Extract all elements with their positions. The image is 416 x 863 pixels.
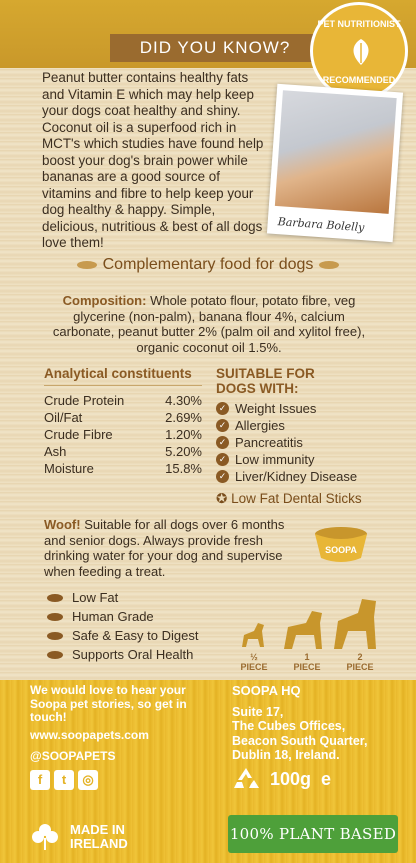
check-icon: ✓: [216, 402, 229, 415]
plant-based-text: 100% PLANT BASED: [229, 825, 397, 843]
benefit-item: [46, 645, 246, 664]
suitable-for: [216, 366, 376, 507]
piece-label: PIECE: [240, 662, 268, 672]
small-dog-icon: [242, 623, 264, 647]
facebook-icon[interactable]: f: [30, 770, 50, 790]
website-link[interactable]: www.soopapets.com: [30, 727, 149, 742]
photo-image: [275, 90, 397, 214]
plant-based-badge: [228, 815, 398, 853]
weight-value: 100g: [270, 768, 312, 789]
hq-address: [232, 684, 402, 763]
address-line: Suite 17,: [232, 704, 284, 719]
piece-amount: 1: [304, 652, 310, 662]
benefit-item: [46, 588, 246, 607]
piece-amount: 2: [357, 652, 363, 662]
contact-info: [30, 684, 210, 790]
twitter-icon[interactable]: t: [54, 770, 74, 790]
sprig-right-icon: [318, 260, 340, 270]
dental-text: Low Fat Dental Sticks: [231, 491, 362, 506]
badge-bottom-text: RECOMMENDED: [322, 75, 396, 85]
made-line1: MADE IN: [70, 822, 125, 837]
contact-text: We would love to hear your Soopa pet stories, so get in touch!: [30, 683, 187, 724]
suitable-item-label: Liver/Kidney Disease: [235, 469, 358, 484]
woof-label: Woof!: [44, 517, 81, 532]
sprig-left-icon: [76, 260, 98, 270]
estimate-mark: e: [321, 768, 332, 789]
woof-text: Suitable for all dogs over 6 months and senior dogs. Always provide fresh drinking water for your dog and supervise when feeding a treat.: [44, 517, 285, 579]
recycle-icon: [232, 766, 260, 792]
benefit-label: Safe & Easy to Digest: [72, 628, 199, 643]
leaf-icon: [46, 612, 64, 622]
instagram-icon[interactable]: ◎: [78, 770, 98, 790]
analytical-row: [44, 392, 202, 409]
suitable-item-label: Allergies: [235, 418, 285, 433]
piece-one: [287, 652, 327, 672]
analytical-row: [44, 443, 202, 460]
benefits-list: [46, 588, 246, 664]
dog-sizes-icon: [234, 595, 380, 651]
did-you-know-banner: [110, 34, 320, 62]
benefit-item: [46, 607, 246, 626]
social-handle[interactable]: @SOOPAPETS: [30, 749, 116, 763]
row-value: 4.30%: [165, 393, 202, 408]
shamrock-icon: [30, 822, 60, 852]
address-line: Beacon South Quarter,: [232, 733, 368, 748]
row-value: 1.20%: [165, 427, 202, 442]
leaf-icon: [46, 593, 64, 603]
piece-label: PIECE: [293, 662, 321, 672]
intro-paragraph: Peanut butter contains healthy fats and Vitamin E which may help keep your dogs coat healthy and shiny. Coconut oil is a superfood rich in MCT's which studies have found help boost your dog's brain power while bananas are a good source of vitamins and fibre to help keep your dog healthy & happy. Simple, delicious, nutritious & best of all dogs love them!: [42, 70, 264, 250]
composition-text: Whole potato flour, potato fibre, veg glycerine (non-palm), banana flour 4%, calcium carbonate, peanut butter 2% (palm oil and xylitol free), organic coconut oil 1.5%.: [52, 293, 366, 355]
check-icon: ✓: [216, 419, 229, 432]
check-icon: ✓: [216, 436, 229, 449]
complementary-text: Complementary food for dogs: [102, 256, 314, 273]
row-name: Crude Fibre: [44, 427, 113, 442]
analytical-constituents: [44, 366, 202, 477]
composition-label: Composition:: [62, 293, 147, 308]
address-line: Dublin 18, Ireland.: [232, 748, 340, 762]
analytical-row: [44, 426, 202, 443]
serving-pieces: [234, 652, 380, 672]
suitable-item-label: Weight Issues: [235, 401, 317, 416]
piece-two: [340, 652, 380, 672]
suitable-title-line1: SUITABLE FOR: [216, 366, 315, 381]
leaf-icon: [346, 37, 376, 67]
benefit-label: Human Grade: [72, 609, 154, 624]
piece-half: [234, 652, 274, 672]
badge-top-text: PET NUTRITIONIST: [317, 19, 401, 29]
suitable-title-line2: DOGS WITH:: [216, 381, 299, 396]
large-dog-icon: [334, 599, 376, 649]
row-name: Ash: [44, 444, 67, 459]
suitable-item: [216, 434, 376, 451]
medium-dog-icon: [284, 611, 322, 649]
row-value: 15.8%: [165, 461, 202, 476]
benefit-label: Supports Oral Health: [72, 647, 194, 662]
benefit-item: [46, 626, 246, 645]
suitable-item-label: Low immunity: [235, 452, 315, 467]
suitable-item: [216, 468, 376, 485]
leaf-icon: [46, 631, 64, 641]
check-icon: ✓: [216, 453, 229, 466]
row-value: 2.69%: [165, 410, 202, 425]
nutritionist-photo: [267, 84, 403, 242]
did-you-know-title: DID YOU KNOW?: [139, 38, 291, 57]
analytical-row: [44, 409, 202, 426]
net-weight: [232, 766, 331, 792]
row-value: 5.20%: [165, 444, 202, 459]
complementary-heading: [0, 256, 416, 274]
dental-sticks-label: [216, 491, 376, 507]
woof-note: [44, 517, 294, 579]
piece-amount: ½: [250, 652, 258, 662]
piece-label: PIECE: [346, 662, 374, 672]
analytical-row: [44, 460, 202, 477]
dog-bowl-icon: [312, 522, 370, 564]
hq-title: SOOPA HQ: [232, 683, 301, 698]
medal-icon: ✪: [216, 491, 228, 506]
row-name: Oil/Fat: [44, 410, 83, 425]
benefit-label: Low Fat: [72, 590, 119, 605]
leaf-icon: [46, 650, 64, 660]
address-line: The Cubes Offices,: [232, 719, 346, 733]
photo-signature: Barbara Bolelly: [277, 215, 365, 235]
check-icon: ✓: [216, 470, 229, 483]
suitable-item: [216, 400, 376, 417]
row-name: Moisture: [44, 461, 94, 476]
suitable-item: [216, 451, 376, 468]
row-name: Crude Protein: [44, 393, 125, 408]
suitable-item-label: Pancreatitis: [235, 435, 303, 450]
nutritionist-badge: [310, 2, 408, 100]
made-line2: IRELAND: [70, 836, 128, 851]
bowl-text: SOOPA: [325, 545, 357, 555]
analytical-title: Analytical constituents: [44, 366, 202, 386]
suitable-item: [216, 417, 376, 434]
social-icons: [30, 770, 210, 790]
suitable-title: [216, 366, 376, 396]
made-in-ireland: [30, 822, 128, 852]
composition: [44, 293, 374, 355]
